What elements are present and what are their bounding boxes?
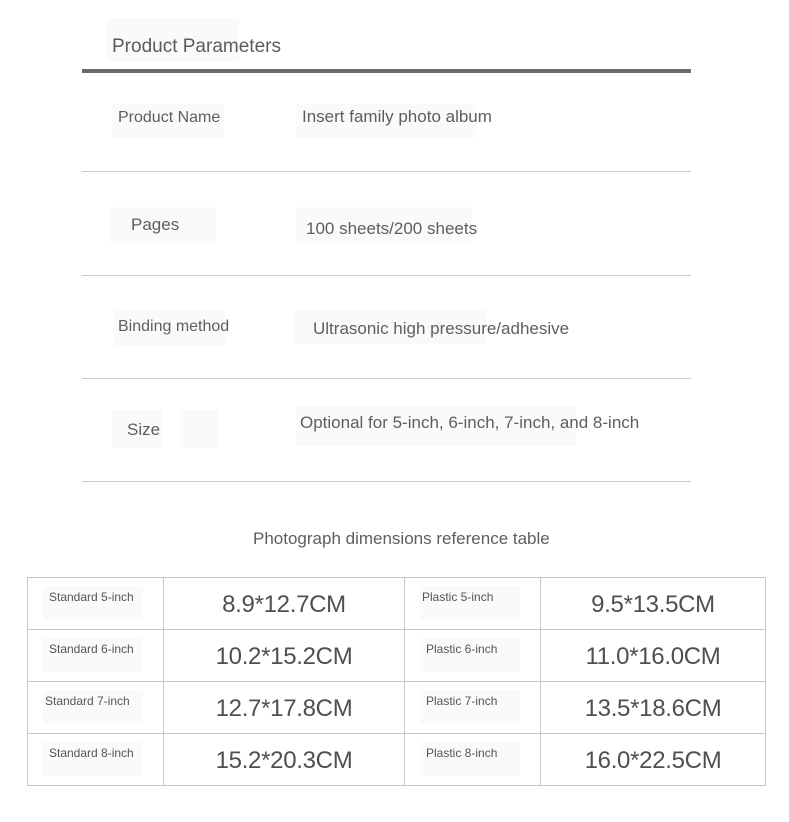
plastic-size-cell [405, 734, 541, 786]
reference-table-title: Photograph dimensions reference table [253, 529, 550, 548]
standard-size-label: Standard 5-inch [49, 590, 134, 604]
page-title: Product Parameters [112, 36, 281, 57]
plastic-size-value: 16.0*22.5CM [584, 747, 722, 774]
param-label-pages: Pages [131, 215, 180, 234]
table-row [28, 630, 766, 682]
plastic-size-value-cell [541, 734, 766, 786]
table-row [28, 734, 766, 786]
param-label-product-name: Product Name [118, 109, 221, 126]
standard-size-label: Standard 6-inch [49, 642, 134, 656]
table-row [28, 578, 766, 630]
plastic-size-value-cell [541, 682, 766, 734]
plastic-size-value: 9.5*13.5CM [591, 591, 715, 618]
standard-size-cell [28, 630, 164, 682]
standard-size-cell [28, 734, 164, 786]
standard-size-value-cell [164, 578, 405, 630]
param-value-size: Optional for 5-inch, 6-inch, 7-inch, and 8-inch [300, 413, 640, 432]
plastic-size-value-cell [541, 630, 766, 682]
plastic-size-cell [405, 682, 541, 734]
standard-size-cell [28, 578, 164, 630]
plastic-size-label: Plastic 8-inch [426, 746, 498, 760]
plastic-size-cell [405, 630, 541, 682]
plastic-size-value-cell [541, 578, 766, 630]
standard-size-value: 8.9*12.7CM [222, 591, 346, 618]
row-divider [82, 275, 691, 276]
standard-size-value: 12.7*17.8CM [215, 695, 353, 722]
row-divider [82, 378, 691, 379]
label-background [180, 410, 218, 448]
plastic-size-label: Plastic 6-inch [426, 642, 498, 656]
standard-size-cell [28, 682, 164, 734]
standard-size-value-cell [164, 630, 405, 682]
table-row [28, 682, 766, 734]
standard-size-label: Standard 8-inch [49, 746, 134, 760]
plastic-size-label: Plastic 7-inch [426, 694, 498, 708]
plastic-size-label: Plastic 5-inch [422, 590, 494, 604]
plastic-size-value: 11.0*16.0CM [585, 643, 721, 670]
param-value-product-name: Insert family photo album [302, 107, 492, 126]
param-label-size: Size [127, 420, 161, 439]
row-divider [82, 481, 691, 482]
param-value-pages: 100 sheets/200 sheets [306, 219, 478, 238]
row-divider [82, 171, 691, 172]
plastic-size-cell [405, 578, 541, 630]
standard-size-label: Standard 7-inch [45, 694, 130, 708]
plastic-size-value: 13.5*18.6CM [584, 695, 722, 722]
heading-divider [82, 69, 691, 73]
standard-size-value: 10.2*15.2CM [215, 643, 353, 670]
standard-size-value-cell [164, 682, 405, 734]
param-label-binding-method: Binding method [118, 318, 230, 335]
dimensions-reference-table [27, 577, 766, 786]
param-value-binding-method: Ultrasonic high pressure/adhesive [313, 319, 570, 338]
standard-size-value: 15.2*20.3CM [215, 747, 353, 774]
standard-size-value-cell [164, 734, 405, 786]
